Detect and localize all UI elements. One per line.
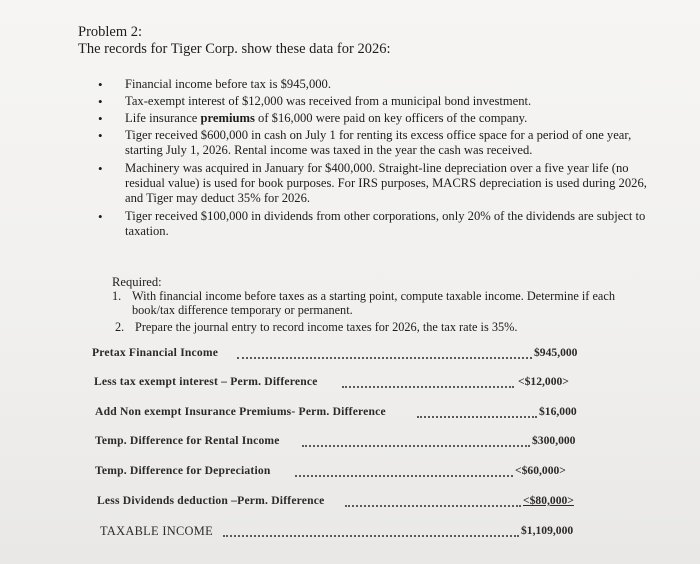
- dotted-leader: [223, 535, 519, 537]
- bullet-text: Tax-exempt interest of $12,000 was received from a municipal bond investment.: [125, 94, 532, 108]
- bullet-text: Financial income before tax is $945,000.: [125, 77, 331, 91]
- problem-title: Problem 2:: [78, 24, 143, 40]
- calc-label: Pretax Financial Income: [92, 346, 219, 359]
- bullet-text: Machinery was acquired in January for $400,000. Straight-line depreciation over a five year life (no residual value) is used for book purposes. For IRS purposes, MACRS depreciation is used during 2026, and Tiger may deduct 35% for 2026.: [125, 161, 647, 206]
- calc-label: Temp. Difference for Rental Income: [95, 434, 280, 447]
- bullet-dot: •: [98, 209, 103, 224]
- bold-word: premiums: [200, 111, 255, 125]
- required-item-number: 1.: [112, 289, 122, 303]
- bullet-text: Life insurance premiums of $16,000 were paid on key officers of the company.: [125, 111, 528, 125]
- calc-label: Temp. Difference for Depreciation: [95, 464, 271, 477]
- calc-value: $945,000: [534, 346, 578, 359]
- calc-label: Less Dividends deduction –Perm. Difference: [97, 494, 325, 507]
- calc-label: Less tax exempt interest – Perm. Difference: [94, 375, 318, 388]
- dotted-leader: [237, 357, 532, 359]
- required-item-text: With financial income before taxes as a starting point, compute taxable income. Determine if each book/tax difference temporary or permanent.: [132, 289, 615, 317]
- dotted-leader: [417, 416, 537, 418]
- calc-row: [95, 405, 595, 423]
- calc-row: [100, 524, 600, 542]
- bullet-dot: •: [98, 128, 103, 143]
- required-label: Required:: [112, 275, 162, 289]
- calc-value: <$60,000>: [515, 464, 566, 477]
- calc-row: [95, 464, 595, 482]
- calc-row: [92, 346, 592, 364]
- calc-label: TAXABLE INCOME: [100, 524, 213, 538]
- dotted-leader: [342, 386, 514, 388]
- dotted-leader: [345, 505, 521, 507]
- calc-value: <$80,000>: [523, 494, 574, 507]
- calc-label: Add Non exempt Insurance Premiums- Perm. Difference: [95, 405, 386, 418]
- calc-row: [94, 375, 594, 393]
- calc-row: [95, 434, 595, 452]
- bullet-dot: •: [98, 161, 103, 176]
- bullet-text: Tiger received $600,000 in cash on July 1 for renting its excess office space for a period of one year, starting July 1, 2026. Rental income was taxed in the year the cash was received.: [125, 128, 632, 158]
- bullet-dot: •: [98, 111, 103, 126]
- required-item-number: 2.: [115, 320, 125, 334]
- calc-value: <$12,000>: [518, 375, 569, 388]
- dotted-leader: [295, 475, 513, 477]
- bullet-text: Tiger received $100,000 in dividends from other corporations, only 20% of the dividends are subject to taxation.: [125, 209, 646, 239]
- calc-value: $16,000: [539, 405, 577, 418]
- calc-value: $300,000: [532, 434, 576, 447]
- calc-row: [97, 494, 597, 512]
- required-item-text: Prepare the journal entry to record income taxes for 2026, the tax rate is 35%.: [135, 320, 518, 334]
- calc-value: $1,109,000: [521, 524, 574, 537]
- bullet-dot: •: [98, 94, 103, 109]
- bullet-dot: •: [98, 77, 103, 92]
- problem-intro: The records for Tiger Corp. show these data for 2026:: [78, 41, 391, 57]
- dotted-leader: [302, 445, 530, 447]
